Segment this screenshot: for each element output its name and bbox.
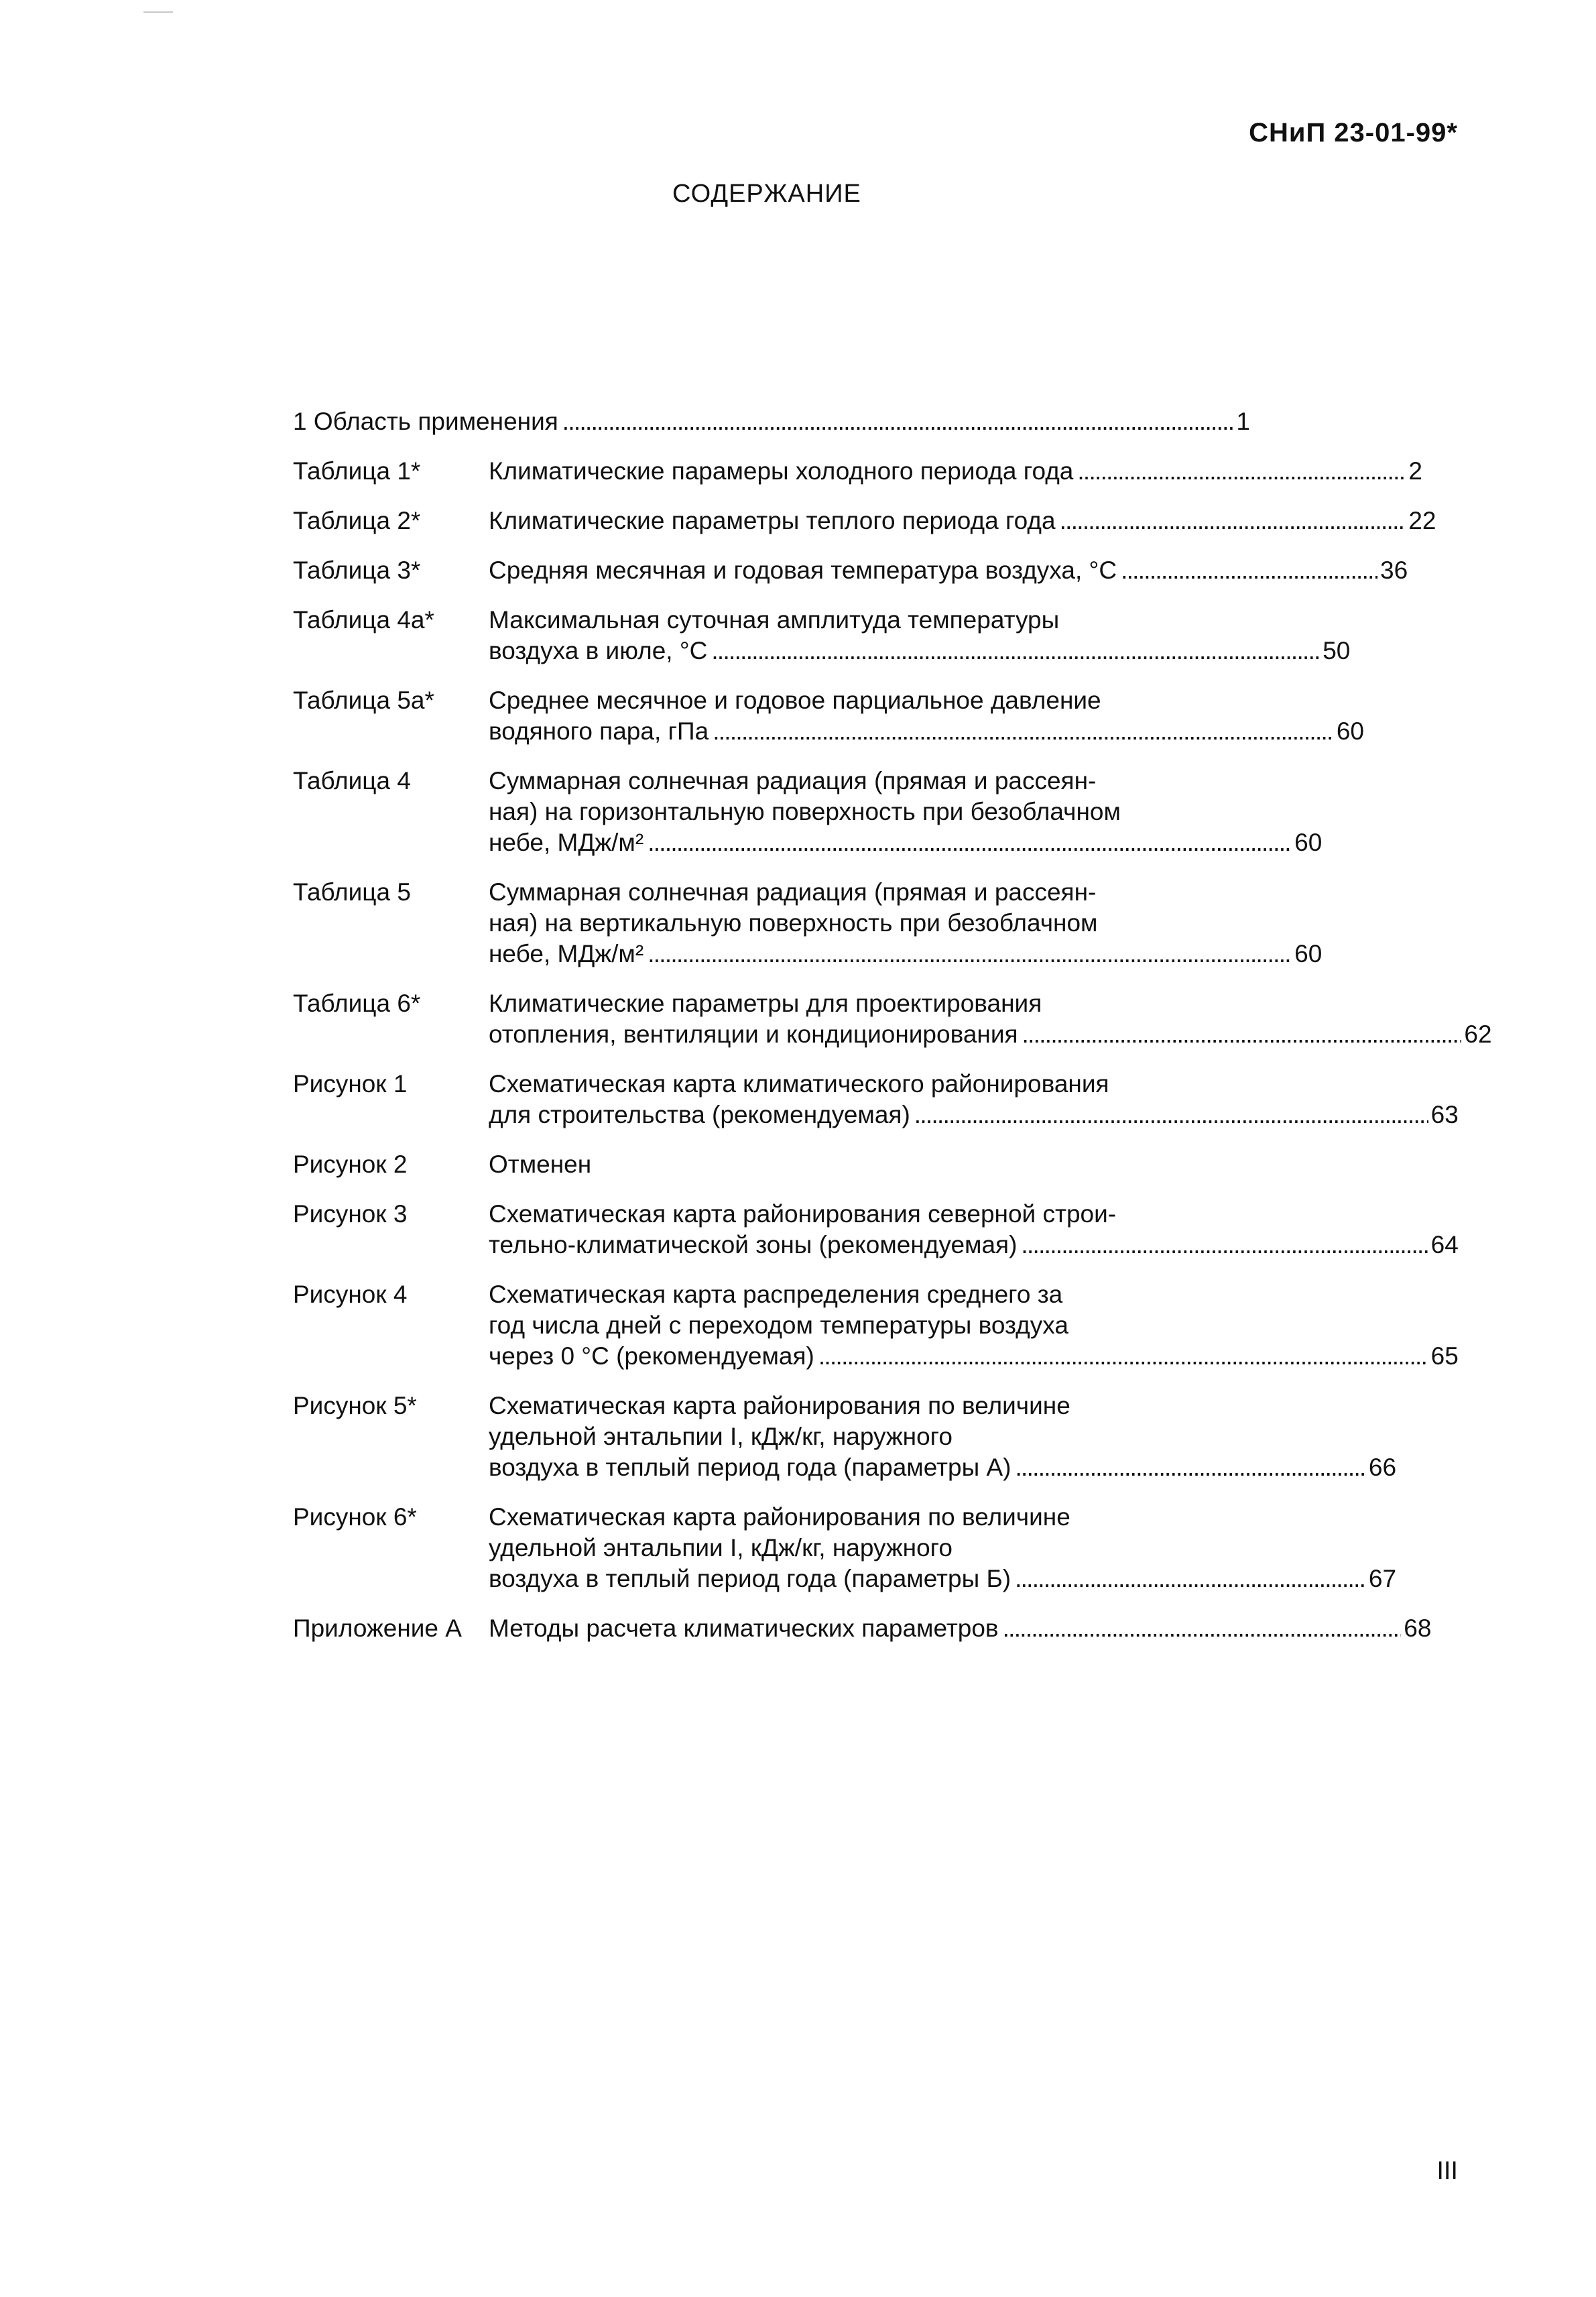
toc-entry-line xyxy=(489,1199,1459,1230)
toc-entry[interactable] xyxy=(293,1279,1459,1372)
toc-entry-text: Схематическая карта распределения среднего за xyxy=(489,1281,1063,1308)
toc-entry-text: Отменен xyxy=(489,1151,592,1178)
toc-entry-description xyxy=(489,1069,1459,1130)
toc-entry-description xyxy=(489,1149,1250,1180)
toc-page-number: 50 xyxy=(1323,637,1351,664)
toc-leader-dots xyxy=(1060,506,1406,536)
toc-entry-text: для строительства (рекомендуемая) xyxy=(489,1101,910,1128)
toc-entry-description xyxy=(489,1391,1396,1483)
page-number: III xyxy=(1436,2157,1458,2185)
toc-entry-description xyxy=(489,1502,1396,1594)
toc-entry-text: воздуха в теплый период года (параметры Б) xyxy=(489,1565,1011,1592)
toc-entry-line xyxy=(489,456,1422,487)
toc-leader-dots xyxy=(1021,1230,1428,1260)
toc-entry-line xyxy=(489,766,1322,797)
toc-entry-text: небе, МДж/м² xyxy=(489,829,644,856)
toc-entry[interactable] xyxy=(293,877,1323,969)
toc-entry-line xyxy=(489,877,1322,908)
toc-entry-line xyxy=(489,716,1364,747)
toc-leader-dots xyxy=(648,939,1292,969)
toc-entry-label: Рисунок 6* xyxy=(293,1503,417,1531)
toc-leader-dots xyxy=(818,1341,1428,1372)
toc-entry-label: Таблица 5а* xyxy=(293,687,434,714)
toc-entry[interactable] xyxy=(293,1199,1459,1260)
toc-page-number: 68 xyxy=(1404,1614,1432,1642)
toc-entry-line xyxy=(489,797,1322,827)
toc-entry[interactable] xyxy=(293,1502,1397,1594)
toc-entry-label: Таблица 6* xyxy=(293,990,421,1017)
toc-entry-description xyxy=(489,506,1436,536)
toc-entry-description xyxy=(489,555,1408,586)
toc-page-number: 63 xyxy=(1430,1101,1459,1128)
toc-entry-text: воздуха в теплый период года (параметры А) xyxy=(489,1454,1011,1481)
toc-entry-line xyxy=(489,939,1322,969)
toc-entry[interactable] xyxy=(293,506,1436,536)
toc-entry-line xyxy=(489,1452,1396,1483)
toc-entry-line xyxy=(489,1564,1396,1594)
toc-entry-description xyxy=(489,988,1492,1050)
toc-entry-text: Климатические параметры теплого периода года xyxy=(489,507,1056,534)
toc-entry-line xyxy=(489,506,1436,536)
toc-entry[interactable] xyxy=(293,555,1408,586)
toc-entry-line xyxy=(489,988,1492,1019)
toc-entry-line xyxy=(489,1230,1459,1260)
toc-entry-description xyxy=(489,1279,1459,1372)
toc-entry[interactable] xyxy=(293,988,1492,1050)
toc-entry-label: Рисунок 2 xyxy=(293,1151,408,1178)
toc-entry-label: Приложение А xyxy=(293,1614,462,1642)
toc-page-number: 36 xyxy=(1380,556,1408,584)
toc-entry-text: удельной энтальпии I, кДж/кг, наружного xyxy=(489,1534,953,1562)
toc-entry-label: Рисунок 1 xyxy=(293,1070,408,1098)
toc-page-number: 67 xyxy=(1368,1565,1397,1592)
toc-entry-text: Климатические парамеры холодного периода года xyxy=(489,457,1074,485)
toc-entry-description xyxy=(489,685,1364,747)
toc-leader-dots xyxy=(711,636,1320,666)
toc-entry-description xyxy=(489,605,1350,666)
toc-leader-dots xyxy=(648,827,1292,858)
toc-leader-dots xyxy=(1077,456,1406,487)
toc-entry-text: Максимальная суточная амплитуда температуры xyxy=(489,606,1060,634)
toc-leader-dots xyxy=(1015,1452,1365,1483)
toc-leader-dots xyxy=(1022,1019,1462,1050)
toc-page-number: 60 xyxy=(1336,717,1364,745)
toc-entry-text: Климатические параметры для проектирования xyxy=(489,990,1042,1017)
toc-entry[interactable] xyxy=(293,456,1422,487)
toc-entry-line xyxy=(489,1341,1459,1372)
toc-entry-text: водяного пара, гПа xyxy=(489,717,709,745)
toc-entry-text: 1 Область применения xyxy=(293,408,558,435)
toc-entry-description xyxy=(489,1199,1459,1260)
toc-page-number: 62 xyxy=(1464,1020,1492,1048)
toc-entry-description xyxy=(489,877,1322,969)
toc-page-number: 64 xyxy=(1430,1231,1459,1258)
toc-leader-dots xyxy=(1003,1613,1402,1644)
toc-entry-line xyxy=(489,555,1408,586)
toc-entry-line xyxy=(489,1149,1250,1180)
toc-entry-line xyxy=(489,636,1350,666)
toc-entry-text: Среднее месячное и годовое парциальное давление xyxy=(489,687,1101,714)
toc-page-number: 2 xyxy=(1408,457,1422,485)
toc-entry-label: Таблица 5 xyxy=(293,878,411,906)
toc-entry-label: Таблица 4а* xyxy=(293,606,434,634)
toc-entry-description xyxy=(489,456,1422,487)
toc-entry-description xyxy=(489,1613,1431,1644)
toc-entry-text: Суммарная солнечная радиация (прямая и рассеян- xyxy=(489,767,1097,794)
document-code: СНиП 23-01-99* xyxy=(1249,118,1458,148)
toc-entry-line xyxy=(489,1019,1492,1050)
toc-entry-line xyxy=(489,1279,1459,1310)
toc-entry-label: Рисунок 3 xyxy=(293,1200,408,1228)
toc-entry[interactable] xyxy=(293,685,1364,747)
toc-entry-text: Средняя месячная и годовая температура воздуха, °С xyxy=(489,556,1117,584)
toc-page-number: 60 xyxy=(1294,940,1323,967)
toc-entry-text: Схематическая карта районирования по величине xyxy=(489,1503,1070,1531)
toc-entry-text: воздуха в июле, °С xyxy=(489,637,708,664)
toc-entry-label: Таблица 4 xyxy=(293,767,411,794)
toc-entry-text: небе, МДж/м² xyxy=(489,940,644,967)
toc-entry-text: ная) на горизонтальную поверхность при безоблачном xyxy=(489,798,1121,825)
toc-leader-dots xyxy=(1015,1564,1366,1594)
toc-page-number: 22 xyxy=(1408,507,1436,534)
toc-entry-text: через 0 °С (рекомендуемая) xyxy=(489,1342,814,1370)
table-of-contents xyxy=(293,406,1492,1644)
toc-entry-label: Рисунок 5* xyxy=(293,1392,417,1419)
toc-entry-text: Схематическая карта климатического районирования xyxy=(489,1070,1109,1098)
toc-entry-text: ная) на вертикальную поверхность при безоблачном xyxy=(489,909,1098,937)
toc-page-number: 65 xyxy=(1430,1342,1459,1370)
toc-entry-line xyxy=(489,685,1364,716)
toc-entry-label: Таблица 3* xyxy=(293,556,421,584)
toc-entry-line xyxy=(489,605,1350,636)
toc-leader-dots xyxy=(713,716,1334,747)
toc-entry[interactable] xyxy=(293,1149,1250,1180)
page-title: СОДЕРЖАНИЕ xyxy=(672,180,861,208)
toc-page-number: 1 xyxy=(1236,408,1250,435)
toc-entry-text: Суммарная солнечная радиация (прямая и рассеян- xyxy=(489,878,1097,906)
toc-entry-line xyxy=(489,1613,1431,1644)
toc-page-number: 60 xyxy=(1294,829,1323,856)
toc-entry-description xyxy=(489,766,1322,858)
toc-entry-line xyxy=(489,908,1322,939)
toc-entry[interactable] xyxy=(293,605,1351,666)
toc-entry-line xyxy=(489,827,1322,858)
toc-leader-dots xyxy=(1121,555,1377,586)
toc-entry-text: тельно-климатической зоны (рекомендуемая) xyxy=(489,1231,1018,1258)
toc-entry-line xyxy=(489,1100,1459,1130)
scan-artifact-line xyxy=(143,11,173,13)
toc-entry[interactable] xyxy=(293,1613,1432,1644)
toc-entry-text: год числа дней с переходом температуры воздуха xyxy=(489,1311,1068,1339)
toc-entry-line xyxy=(489,1391,1396,1421)
toc-entry-label: Таблица 1* xyxy=(293,457,421,485)
toc-entry-text: Схематическая карта районирования по величине xyxy=(489,1392,1070,1419)
toc-entry-label: Таблица 2* xyxy=(293,507,421,534)
toc-entry-line xyxy=(489,1502,1396,1533)
toc-entry-text: отопления, вентиляции и кондиционирования xyxy=(489,1020,1018,1048)
toc-entry-label: Рисунок 4 xyxy=(293,1281,408,1308)
toc-leader-dots xyxy=(562,406,1234,437)
toc-entry[interactable] xyxy=(293,766,1323,858)
toc-entry-line xyxy=(489,1310,1459,1341)
toc-page-number: 66 xyxy=(1368,1454,1397,1481)
toc-entry-line xyxy=(489,1421,1396,1452)
toc-entry-text: Схематическая карта районирования северной строи- xyxy=(489,1200,1117,1228)
toc-entry-line xyxy=(489,1069,1459,1100)
toc-entry-text: удельной энтальпии I, кДж/кг, наружного xyxy=(489,1423,953,1450)
toc-entry-text: Методы расчета климатических параметров xyxy=(489,1614,999,1642)
toc-entry-line xyxy=(489,1533,1396,1564)
toc-leader-dots xyxy=(914,1100,1428,1130)
toc-entry-scope[interactable] xyxy=(293,406,1250,437)
toc-entry[interactable] xyxy=(293,1391,1397,1483)
toc-entry[interactable] xyxy=(293,1069,1459,1130)
